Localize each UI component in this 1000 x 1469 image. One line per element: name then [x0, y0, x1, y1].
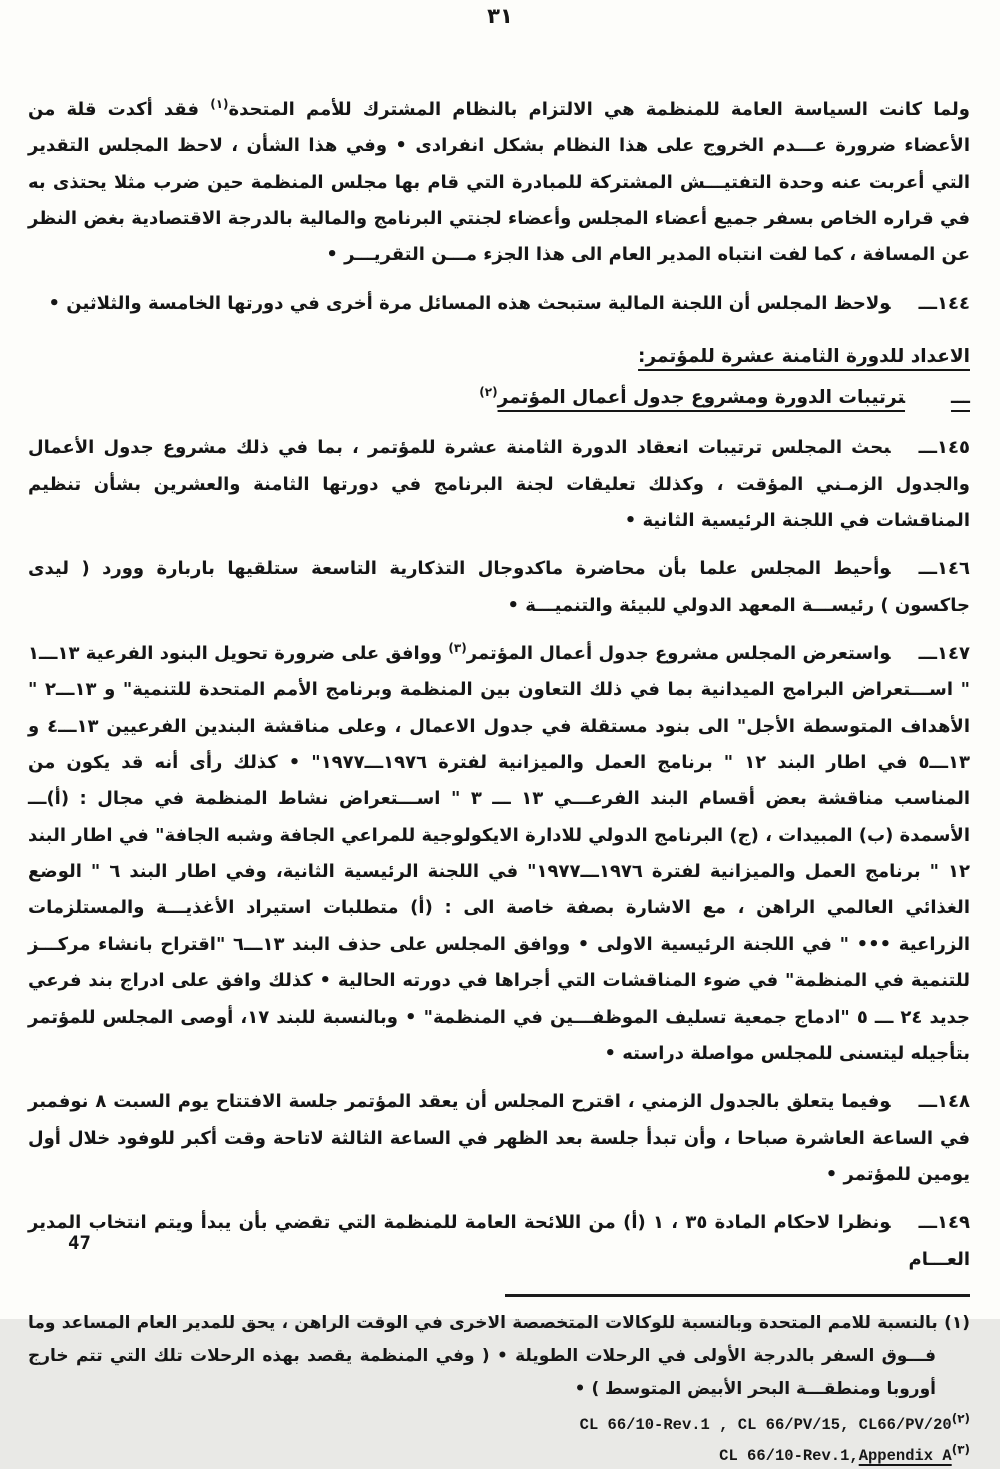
page-number-top: ٣١ [487, 4, 513, 28]
footnote-appendix-reference: Appendix A [858, 1446, 952, 1465]
paragraph-text: وأحيط المجلس علما بأن محاضرة ماكدوجال التذكارية التاسعة ستلقيها باربارة وورد ( ليدى جاكسون ) رئيســـة المعهد الدولي للبيئة والتنميـــة • [28, 558, 970, 616]
paragraph-text: ونظرا لاحكام المادة ٣٥ ، ١ (أ) من اللائحة العامة للمنظمة التي تقضي بأن يبدأ ويتم انتخاب المدير العـــام [28, 1212, 970, 1270]
section-heading-text: الاعداد للدورة الثامنة عشرة للمؤتمر: [638, 346, 970, 368]
paragraph-144 [28, 286, 970, 322]
footnote-marker: (١) [944, 1313, 971, 1334]
paragraph-text: ولاحظ المجلس أن اللجنة المالية ستبحث هذه المسائل مرة أخرى في دورتها الخامسة والثلاثين • [48, 292, 891, 314]
section-heading [28, 346, 970, 367]
paragraph-number: ١٤٥ـــ [918, 437, 970, 459]
intro-paragraph [28, 92, 970, 274]
paragraph-149 [28, 1205, 970, 1278]
paragraph-number: ١٤٦ـــ [918, 558, 970, 580]
footnote-document-code: CL 66/10-Rev.1, [719, 1446, 859, 1465]
intro-text-after-ref: فقد أكدت قلة من الأعضاء ضرورة عـــدم الخروج على هذا النظام بشكل انفرادى • وفي هذا الشأن ، لاحظ المجلس التقدير التي أعربت عنه وحدة التفتيـــش المشتركة للمبادرة التي قام بها مجلس المنظمة حين ضرب مثلا يحتذى به في قراره الخاص بسفر جميع أعضاء المجلس وأعضاء لجنتي البرنامج والمالية بالدرجة الاقتصادية بغض النظر عن المسافة ، كما لفت انتباه المدير العام الى هذا الجزء مـــن التقريـــر • [28, 99, 970, 266]
footnote-1 [28, 1307, 970, 1406]
intro-text-before-ref: ولما كانت السياسة العامة للمنظمة هي الالتزام بالنظام المشترك للأمم المتحدة [228, 99, 970, 120]
subitem-text: ترتيبات الدورة ومشروع جدول أعمال المؤتمر [497, 387, 906, 409]
subitem-dash: ـــ [951, 387, 970, 409]
paragraph-number: ١٤٧ـــ [918, 642, 970, 664]
paragraph-text: وفيما يتعلق بالجدول الزمني ، اقترح المجلس أن يعقد المؤتمر جلسة الافتتاح يوم السبت ٨ نوفمبر في الساعة العاشرة صباحا ، وأن تبدأ جلسة بعد الظهر في الساعة الثالثة لاتاحة وقت أكبر للوفود خلال أول يومين للمؤتمر • [28, 1091, 970, 1185]
footnote-marker: (٣) [951, 1442, 970, 1457]
footnote-separator [505, 1294, 970, 1297]
paragraph-number: ١٤٩ـــ [918, 1212, 970, 1234]
footnote-ref-1: (١) [210, 97, 229, 111]
page-content [0, 28, 1000, 1469]
paragraph-148 [28, 1084, 970, 1193]
footnote-ref-3: (٣) [448, 640, 467, 655]
paragraph-147 [28, 636, 970, 1072]
footnote-3 [28, 1441, 970, 1469]
footnote-text: بالنسبة للامم المتحدة وبالنسبة للوكالات المتخصصة الاخرى في الوقت الراهن ، يحق للمدير العام المساعد وما فـــوق السفر بالدرجة الأولى في الرحلات الطويلة • ( وفي المنظمة يقصد بهذه الرحلات تلك التي تتم خارج أوروبا ومنطقـــة البحر الأبيض المتوسط ) • [28, 1313, 938, 1400]
paragraph-number: ١٤٨ـــ [918, 1091, 970, 1113]
paragraph-146 [28, 551, 970, 624]
paragraph-number: ١٤٤ـــ [918, 292, 970, 314]
paragraph-145 [28, 430, 970, 539]
footnote-2 [28, 1410, 970, 1438]
paragraph-text-before-ref: واستعرض المجلس مشروع جدول أعمال المؤتمر [466, 642, 891, 664]
paragraph-text-after-ref: ووافق على ضرورة تحويل البنود الفرعية ١٣ـــ١ " اســـتعراض البرامج الميدانية بما في ذلك التعاون بين المنظمة وبرنامج الأمم المتحدة للتنمية" و ١٣ـــ٢ " الأهداف المتوسطة الأجل" الى بنود مستقلة في جدول الاعمال ، وعلى مناقشة البندين الفرعيين ١٣ـــ٤ و ١٣ـــ٥ في اطار البند ١٢ " برنامج العمل والميزانية لفترة ١٩٧٦ـــ١٩٧٧" • كذلك رأى أنه قد يكون من المناسب مناقشة بعض أقسام البند الفرعـــي ١٣ ـــ ٣ " اســـتعراض نشاط المنظمة في مجال : (أ)ـــ الأسمدة (ب) المبيدات ، (ج) البرنامج الدولي للادارة الايكولوجية للمراعي الجافة وشبه الجافة" في اطار البند ١٢ " برنامج العمل والميزانية لفترة ١٩٧٦ـــ١٩٧٧" في اللجنة الرئيسية الثانية، وفي اطار البند ٦ " الوضع الغذائي العالمي الراهن ، مع الاشارة بصفة خاصة الى : (أ) متطلبات استيراد الأغذيـــة والمستلزمات الزراعية ••• " في اللجنة الرئيسية الاولى • ووافق المجلس على حذف البند ١٣ـــ٦ "اقتراح بانشاء مركـــز للتنمية في المنظمة" في ضوء المناقشات التي أجراها في دورته الحالية • كذلك وافق على ادراج بند فرعي جديد ٢٤ ـــ ٥ "ادماج جمعية تسليف الموظفـــين في المنظمة" • وبالنسبة للبند ١٧، أوصى المجلس للمؤتمر بتأجيله ليتسنى للمجلس مواصلة دراسته • [28, 642, 971, 1064]
agenda-subitem [28, 387, 970, 408]
page-number-bottom: 47 [68, 1232, 91, 1254]
footnote-marker: (٢) [951, 1412, 970, 1427]
paragraph-text: بحث المجلس ترتيبات انعقاد الدورة الثامنة عشرة للمؤتمر ، بما في ذلك مشروع جدول الأعمال والجدول الزمـني المؤقت ، وكذلك تعليقات لجنة البرنامج في دورتها الثامنة والعشرين بشأن تنظيم المناقشات في اللجنة الرئيسية الثانية • [28, 437, 970, 531]
footnote-ref-2: (٢) [479, 385, 498, 399]
footnote-document-codes: CL 66/10-Rev.1 , CL 66/PV/15, CL66/PV/20 [579, 1416, 952, 1435]
